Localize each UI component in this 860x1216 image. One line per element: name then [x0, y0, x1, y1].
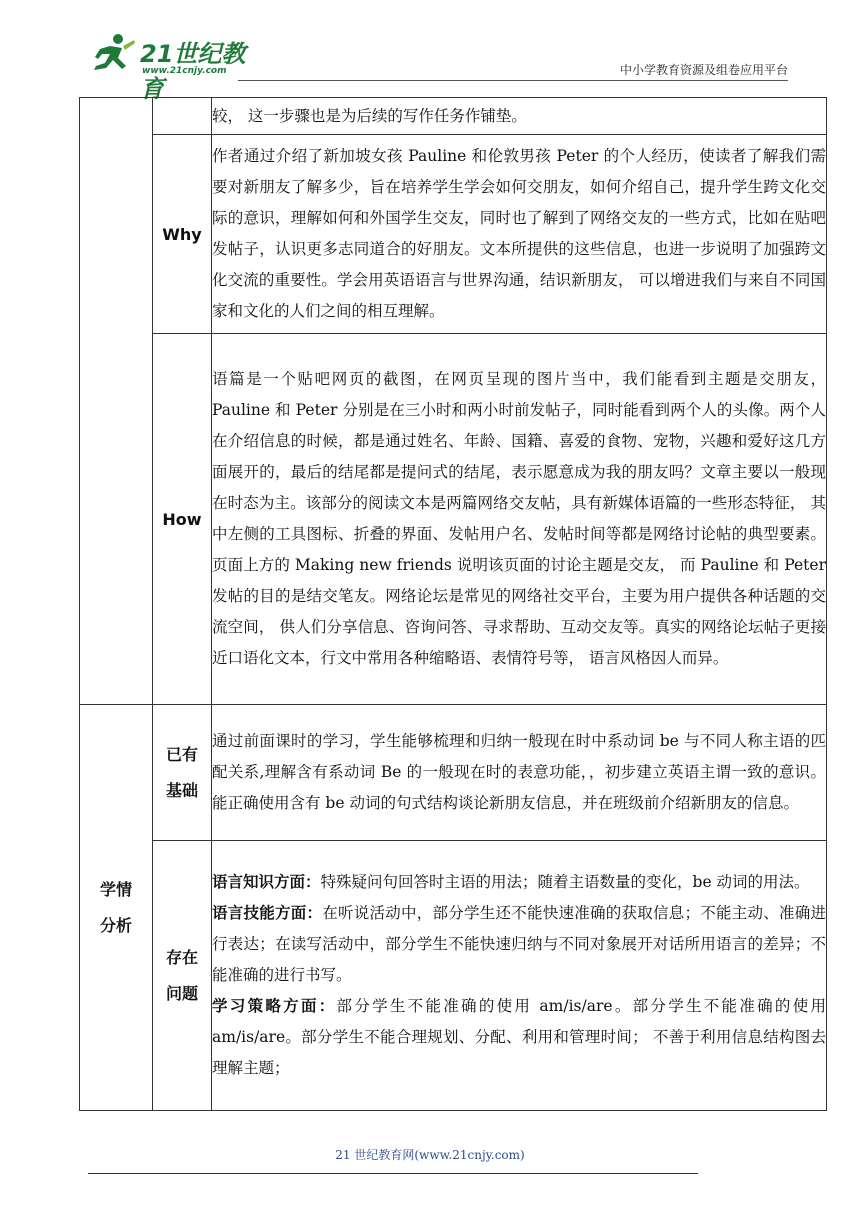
- skill-paragraph: [212, 898, 826, 991]
- page-header: [78, 30, 788, 103]
- logo-url: www.21cnjy.com: [142, 66, 227, 76]
- skill-text: 在听说活动中，部分学生还不能快速准确的获取信息；不能主动、准确进行表达；在读写活动中，部分学生不能快速归纳与不同对象展开对话所用语言的差异；不能准确的进行书写。: [212, 904, 826, 984]
- footer-text: 21 世纪教育网(www.21cnjy.com): [335, 1148, 525, 1162]
- platform-title: 中小学教育资源及组卷应用平台: [619, 63, 788, 77]
- cunzai-label-line1: 存在: [165, 947, 198, 967]
- table-row: [80, 705, 827, 841]
- table-row: [80, 334, 827, 705]
- header-divider: [238, 80, 788, 81]
- knowledge-text: 特殊疑问句回答时主语的用法；随着主语数量的变化，be 动词的用法。: [320, 873, 810, 891]
- lesson-analysis-table: [79, 97, 827, 1111]
- continuation-text: 较， 这一步骤也是为后续的写作任务作铺垫。: [212, 98, 827, 135]
- why-label: Why: [153, 135, 212, 334]
- footer-divider: [88, 1173, 698, 1174]
- yiyou-label-line1: 已有: [165, 744, 198, 764]
- strategy-paragraph: [212, 991, 826, 1084]
- knowledge-paragraph: [212, 867, 826, 898]
- xueqing-label-line1: 学情: [99, 879, 132, 899]
- yiyou-text: 通过前面课时的学习，学生能够梳理和归纳一般现在时中系动词 be 与不同人称主语的匹配关系,理解含有系动词 Be 的一般现在时的表意功能，，初步建立英语主谓一致的意识。能正确使用含有 be 动词的句式结构谈论新朋友信息，并在班级前介绍新朋友的信息。: [212, 705, 827, 841]
- cunzai-label: [153, 841, 212, 1111]
- sub-label-empty: [153, 98, 212, 135]
- runner-icon: [88, 32, 136, 76]
- strategy-lead: 学习策略方面：: [212, 997, 337, 1015]
- how-label: How: [153, 334, 212, 705]
- strategy-text: 部分学生不能准确的使用 am/is/are。部分学生不能准确的使用 am/is/are。部分学生不能合理规划、分配、利用和管理时间； 不善于利用信息结构图去理解主题；: [212, 997, 826, 1077]
- xueqing-label: [80, 705, 153, 1111]
- yiyou-label: [153, 705, 212, 841]
- knowledge-lead: 语言知识方面：: [212, 873, 321, 891]
- table-row: [80, 841, 827, 1111]
- category-cell-empty: [80, 98, 153, 705]
- skill-lead: 语言技能方面：: [212, 904, 323, 922]
- logo-text: 21世纪教育: [140, 40, 246, 103]
- table-row: [80, 98, 827, 135]
- cunzai-label-line2: 问题: [165, 983, 198, 1003]
- site-logo: [88, 32, 248, 103]
- cunzai-text: [212, 841, 827, 1111]
- how-text: 语篇是一个贴吧网页的截图，在网页呈现的图片当中，我们能看到主题是交朋友，Pauline 和 Peter 分别是在三小时和两小时前发帖子，同时能看到两个人的头像。两个人在介绍信息的时候，都是通过姓名、年龄、国籍、喜爱的食物、宠物，兴趣和爱好这几方面展开的，最后的结尾都是提问式的结尾，表示愿意成为我的朋友吗？文章主要以一般现在时态为主。该部分的阅读文本是两篇网络交友帖，具有新媒体语篇的一些形态特征， 其中左侧的工具图标、折叠的界面、发帖用户名、发帖时间等都是网络讨论帖的典型要素。页面上方的 Making new friends 说明该页面的讨论主题是交友， 而 Pauline 和 Peter 发帖的目的是结交笔友。网络论坛是常见的网络社交平台，主要为用户提供各种话题的交流空间， 供人们分享信息、咨询问答、寻求帮助、互动交友等。真实的网络论坛帖子更接近口语化文本，行文中常用各种缩略语、表情符号等， 语言风格因人而异。: [212, 334, 827, 705]
- yiyou-label-line2: 基础: [165, 780, 198, 800]
- table-row: [80, 135, 827, 334]
- why-text: 作者通过介绍了新加坡女孩 Pauline 和伦敦男孩 Peter 的个人经历，使读者了解我们需要对新朋友了解多少，旨在培养学生学会如何交朋友，如何介绍自己，提升学生跨文化交际的意识，理解如何和外国学生交友，同时也了解到了网络交友的一些方式，比如在贴吧发帖子，认识更多志同道合的好朋友。文本所提供的这些信息，也进一步说明了加强跨文化交流的重要性。学会用英语语言与世界沟通，结识新朋友， 可以增进我们与来自不同国家和文化的人们之间的相互理解。: [212, 135, 827, 334]
- xueqing-label-line2: 分析: [99, 915, 132, 935]
